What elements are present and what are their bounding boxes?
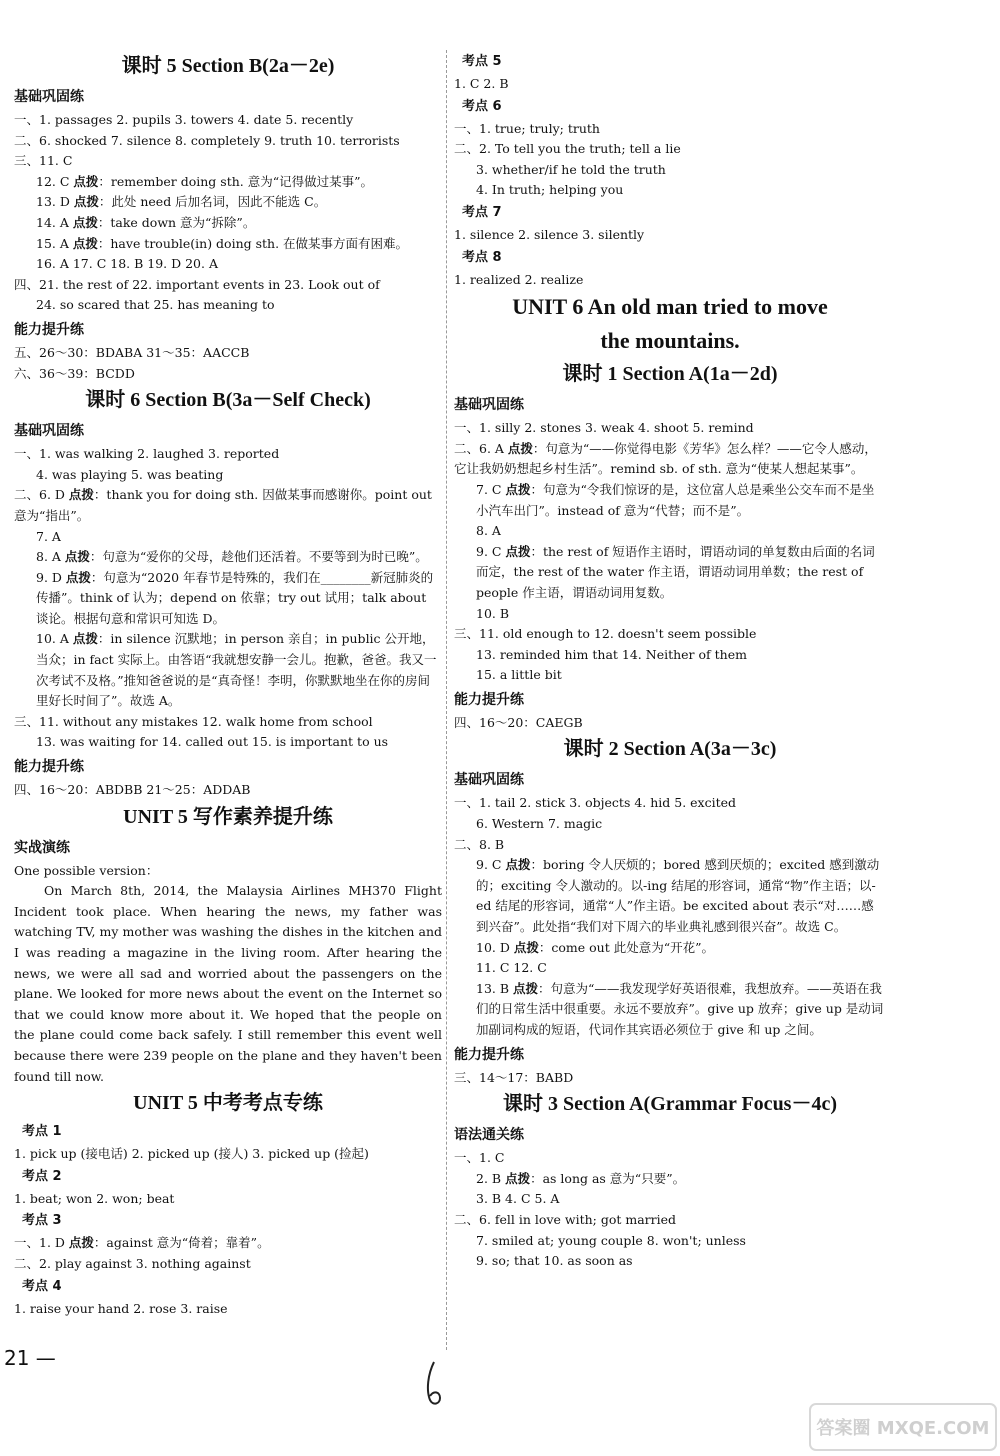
answer-note: 9. C 点拨：the rest of 短语作主语时，谓语动词的单复数由后面的名词而定，the rest of the water 作主语，谓语动词用单数；the rest of people 作主语，谓语动词用复数。 [476, 543, 875, 600]
kaodian-heading: 考点 3 [22, 1213, 62, 1229]
answer-line: 4. In truth; helping you [476, 182, 624, 198]
answer-line: 1. realized 2. realize [454, 271, 584, 287]
unit6-title-line2: the mountains. [600, 328, 740, 354]
answer-line: 8. A [476, 523, 501, 539]
kaodian-heading: 考点 6 [462, 98, 502, 114]
hint-label: 点拨 [513, 939, 539, 955]
essay-body: On March 8th, 2014, the Malaysia Airlines MH370 Flight Incident took place. When hearing the news, my father was watching TV, my mother was washing the dishes in the kitchen and I was reading a magazine in the living room. After hearing the news, we were all sad and worried about the passengers on the plane. We looked for more news about the event on the Internet so that we could know more about it. We hoped that the people on the plane could come back safely. I still remember this event well because there were 239 people on the plane and they haven't been found till now. [14, 883, 442, 1084]
lesson6-title: 课时 6 Section B(3a－Self Check) [85, 389, 371, 412]
answer-line: 24. so scared that 25. has meaning to [36, 297, 275, 313]
answer-line: 二、8. B [454, 836, 505, 852]
answer-line: 10. B [476, 605, 510, 621]
answer-line: 1. C 2. B [454, 76, 509, 91]
hint-label: 点拨 [505, 481, 531, 497]
handwritten-mark-icon [420, 1360, 450, 1410]
section-heading: 能力提升练 [14, 759, 84, 776]
answer-note: 14. A 点拨：take down 意为“拆除”。 [36, 214, 256, 230]
answer-line: 三、14～17：BABD [454, 1069, 574, 1085]
right-column [454, 50, 886, 1272]
answer-line: 1. beat; won 2. won; beat [14, 1190, 175, 1206]
hint-label: 点拨 [507, 440, 533, 456]
answer-line: 13. reminded him that 14. Neither of them [476, 646, 747, 662]
section-heading: 能力提升练 [454, 1046, 524, 1063]
kaodian-heading: 考点 2 [22, 1168, 62, 1184]
answer-note: 7. C 点拨：句意为“令我们惊讶的是，这位富人总是乘坐公交车而不是坐小汽车出门”。instead of 意为“代替；而不是”。 [476, 481, 875, 518]
u6-lesson3-title: 课时 3 Section A(Grammar Focus－4c) [502, 1093, 838, 1116]
answer-line: 四、16～20：CAEGB [454, 714, 583, 730]
section-heading: 基础巩固练 [454, 397, 524, 414]
kaodian-heading: 考点 1 [22, 1124, 62, 1140]
answer-note: 二、6. A 点拨：句意为“——你觉得电影《芳华》怎么样？——它令人感动，它让我奶奶想起乡村生活”。remind sb. of sth. 意为“使某人想起某事”。 [454, 440, 877, 477]
answer-line: 三、11. old enough to 12. doesn't seem possible [454, 626, 757, 642]
answer-line: 一、1. silly 2. stones 3. weak 4. shoot 5. remind [454, 420, 754, 436]
column-divider [446, 50, 448, 1350]
answer-line: 二、6. fell in love with; got married [454, 1211, 677, 1227]
kaodian-heading: 考点 8 [462, 249, 502, 265]
unit5-zhongkao-title: UNIT 5 中考考点专练 [133, 1092, 323, 1115]
answer-line: 1. silence 2. silence 3. silently [454, 226, 645, 242]
kaodian-heading: 考点 4 [22, 1278, 62, 1294]
lesson5-title: 课时 5 Section B(2a－2e) [121, 55, 335, 77]
answer-note: 13. D 点拨：此处 need 后加名词，因此不能选 C。 [36, 194, 327, 210]
hint-label: 点拨 [73, 173, 99, 189]
kaodian-heading: 考点 7 [462, 204, 502, 220]
answer-note: 9. C 点拨：boring 令人厌烦的；bored 感到厌烦的；excited 感到激动的；exciting 令人激动的。以-ing 结尾的形容词，通常“物”作主语；以-ed 结尾的形容词，通常“人”作主语。be excited about 表示“对……感到兴奋”。此处指“我们对下周六的毕业典礼感到很兴奋”。故选 C。 [476, 857, 880, 935]
section-heading: 能力提升练 [14, 321, 84, 338]
answer-line: 一、1. C [454, 1150, 505, 1166]
essay-intro: One possible version： [14, 862, 159, 878]
answer-line: 四、16～20：ABDBB 21～25：ADDAB [14, 782, 251, 798]
u6-lesson1-title: 课时 1 Section A(1a－2d) [562, 363, 778, 386]
answer-note: 8. A 点拨：句意为“爱你的父母，趁他们还活着。不要等到为时已晚”。 [36, 549, 428, 565]
answer-line: 一、1. was walking 2. laughed 3. reported [14, 446, 280, 462]
hint-label: 点拨 [513, 980, 539, 996]
watermark-logo-icon [808, 1402, 998, 1452]
answer-note: 15. A 点拨：have trouble(in) doing sth. 在做某事方面有困难。 [36, 235, 409, 251]
answer-line: 一、1. true; truly; truth [454, 120, 600, 136]
answer-line: 1. pick up (接电话) 2. picked up (接人) 3. picked up (捡起) [14, 1146, 369, 1162]
answer-line: 3. B 4. C 5. A [476, 1191, 560, 1207]
left-column [14, 50, 442, 1319]
svg-text:答案圈 MXQE.COM: 答案圈 MXQE.COM [816, 1418, 990, 1439]
hint-label: 点拨 [505, 543, 531, 559]
answer-note: 12. C 点拨：remember doing sth. 意为“记得做过某事”。 [36, 173, 373, 189]
answer-line: 一、1. passages 2. pupils 3. towers 4. date 5. recently [14, 112, 354, 127]
answer-line: 四、21. the rest of 22. important events in 23. Look out of [14, 276, 380, 292]
hint-label: 点拨 [72, 235, 98, 251]
hint-label: 点拨 [65, 569, 91, 585]
answer-line: 16. A 17. C 18. B 19. D 20. A [36, 256, 218, 272]
answer-line: 7. A [36, 528, 61, 544]
answer-line: 三、11. C [14, 153, 73, 169]
hint-label: 点拨 [64, 549, 90, 565]
section-heading: 基础巩固练 [14, 423, 84, 440]
answer-line: 二、2. play against 3. nothing against [14, 1255, 251, 1271]
hint-label: 点拨 [68, 487, 94, 503]
section-heading: 能力提升练 [454, 691, 524, 708]
unit5-writing-title: UNIT 5 写作素养提升练 [123, 805, 333, 828]
page-number: 21 — [4, 1346, 56, 1370]
hint-label: 点拨 [505, 857, 531, 873]
answer-note: 二、6. D 点拨：thank you for doing sth. 因做某事而感谢你。point out 意为“指出”。 [14, 487, 432, 523]
answer-note: 9. D 点拨：句意为“2020 年春节是特殊的，我们在________新冠肺炎的传播”。think of 认为；depend on 依靠；try out 试用；talk about 谈论。根据句意和常识可知选 D。 [36, 569, 434, 626]
answer-line: 13. was waiting for 14. called out 15. is important to us [36, 734, 389, 750]
answer-note: 一、1. D 点拨：against 意为“倚着；靠着”。 [14, 1235, 270, 1251]
answer-note: 13. B 点拨：句意为“——我发现学好英语很难，我想放弃。——英语在我们的日常生活中很重要。永远不要放弃”。give up 放弃；give up 是动词加副词构成的短语，代词作其宾语必须位于 give 和 up 之间。 [476, 980, 884, 1037]
answer-line: 1. raise your hand 2. rose 3. raise [14, 1300, 228, 1316]
answer-note: 10. A 点拨：in silence 沉默地；in person 亲自；in public 公开地，当众；in fact 实际上。由答语“我就想安静一会儿。抱歉，爸爸。我又一次考试不及格。”推知爸爸说的是“真奇怪！李明，你默默地坐在你的房间里好长时间了”。故选 A。 [36, 631, 437, 709]
unit6-title: UNIT 6 An old man tried to move [512, 294, 828, 320]
answer-line: 三、11. without any mistakes 12. walk home from school [14, 713, 373, 729]
answer-line: 二、2. To tell you the truth; tell a lie [454, 141, 681, 157]
hint-label: 点拨 [505, 1170, 531, 1186]
answer-line: 15. a little bit [476, 667, 562, 683]
section-heading: 语法通关练 [454, 1127, 524, 1144]
answer-line: 6. Western 7. magic [476, 816, 603, 832]
hint-label: 点拨 [72, 214, 98, 230]
answer-note: 2. B 点拨：as long as 意为“只要”。 [476, 1170, 686, 1186]
answer-note: 10. D 点拨：come out 此处意为“开花”。 [476, 939, 714, 955]
answer-line: 3. whether/if he told the truth [476, 161, 666, 177]
answer-line: 二、6. shocked 7. silence 8. completely 9. truth 10. terrorists [14, 132, 400, 148]
answer-line: 六、36～39：BCDD [14, 365, 135, 381]
answer-line: 五、26～30：BDABA 31～35：AACCB [14, 344, 250, 360]
answer-line: 9. so; that 10. as soon as [476, 1253, 633, 1269]
hint-label: 点拨 [68, 1235, 94, 1251]
kaodian-heading: 考点 5 [462, 54, 502, 69]
hint-label: 点拨 [73, 194, 99, 210]
section-heading: 基础巩固练 [14, 89, 84, 105]
answer-line: 一、1. tail 2. stick 3. objects 4. hid 5. excited [454, 795, 737, 811]
answer-line: 4. was playing 5. was beating [36, 466, 224, 482]
answer-line: 11. C 12. C [476, 960, 547, 976]
hint-label: 点拨 [72, 631, 98, 647]
u6-lesson2-title: 课时 2 Section A(3a－3c) [563, 738, 777, 761]
answer-line: 7. smiled at; young couple 8. won't; unless [476, 1232, 746, 1248]
section-heading: 基础巩固练 [454, 772, 524, 789]
section-heading: 实战演练 [14, 839, 70, 856]
